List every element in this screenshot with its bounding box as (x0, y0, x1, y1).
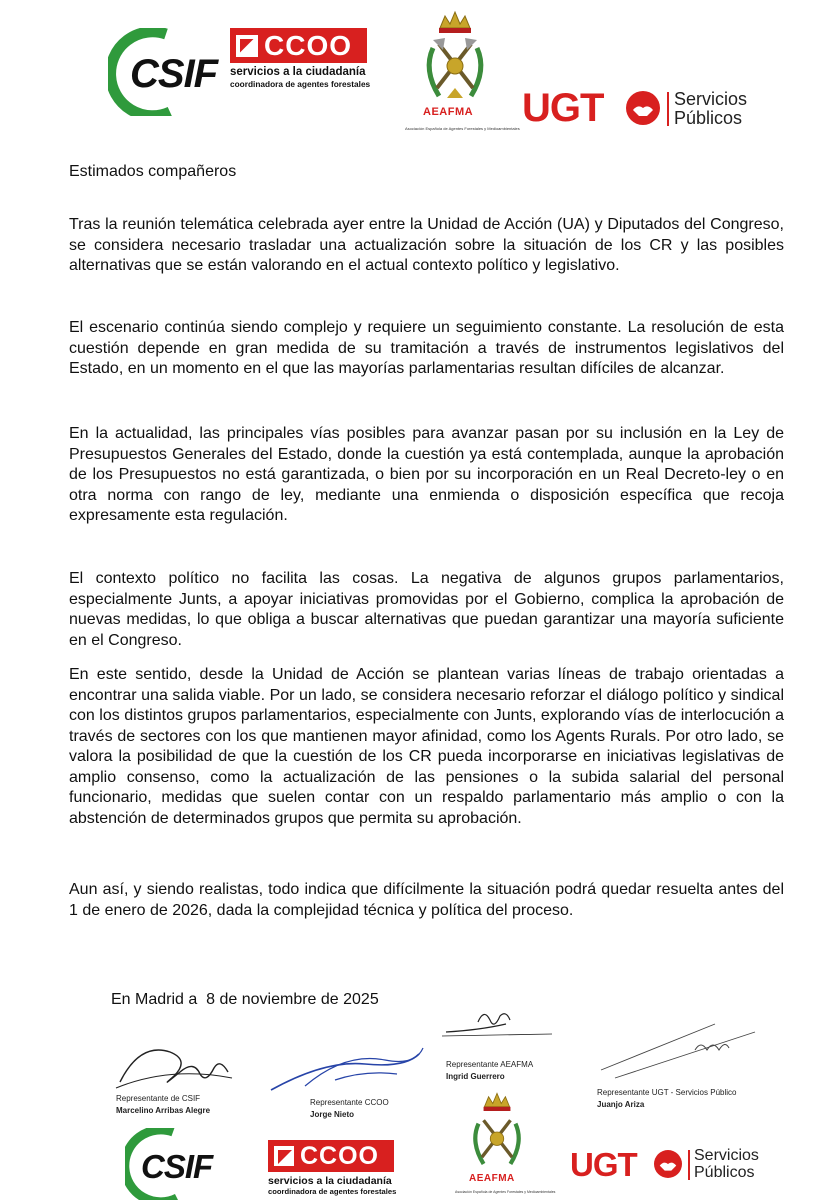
ugt-logo (522, 86, 772, 134)
ugt-handshake-icon (626, 91, 660, 125)
paragraph-6: Aun así, y siendo realistas, todo indica que difícilmente la situación podrá quedar resuelta antes del 1 de enero de 2026, dada la complejidad técnica y política del proceso. (69, 881, 784, 919)
ugt-logo-word: UGT (570, 1146, 637, 1183)
ccoo-logo-word: CCOO (264, 29, 352, 61)
ugt-public-label: Públicos (694, 1163, 755, 1181)
csif-logo-text: CSIF (130, 52, 218, 96)
signature-role: Representante AEAFMA (446, 1060, 534, 1069)
signature-ccoo (265, 1040, 430, 1120)
signature-aeafma (440, 1002, 570, 1082)
signature-csif (110, 1032, 240, 1122)
aeafma-name: AEAFMA (423, 106, 474, 118)
ccoo-subtitle: servicios a la ciudadanía (268, 1175, 392, 1187)
ccoo-subtitle-2: coordinadora de agentes forestales (268, 1187, 397, 1196)
handwritten-signature-icon (440, 1002, 570, 1058)
signature-name: Jorge Nieto (310, 1110, 355, 1119)
ccoo-logo-word: CCOO (300, 1141, 379, 1170)
csif-logo (108, 28, 218, 116)
paragraph-4: El contexto político no facilita las cosas. La negativa de algunos grupos parlamentarios, especialmente Junts, a apoyar iniciativas promovidas por el Gobierno, complica la aprobación de nuevas medidas, lo que obliga a buscar alternativas que puedan garantizar una mayoría suficiente en el Congreso. (69, 570, 784, 649)
signature-role: Representante UGT - Servicios Público (597, 1088, 737, 1097)
aeafma-subtitle: Asociación Española de Agentes Forestales y Medioambientales (455, 1190, 556, 1194)
ugt-logo-word: UGT (522, 86, 604, 130)
aeafma-emblem-icon (405, 8, 505, 108)
aeafma-name: AEAFMA (469, 1173, 515, 1184)
ugt-handshake-icon (654, 1150, 682, 1178)
ugt-services-label: Servicios (674, 89, 748, 109)
ccoo-subtitle-2: coordinadora de agentes forestales (230, 79, 371, 89)
ugt-logo-footer (570, 1146, 790, 1186)
paragraph-1: Tras la reunión telemática celebrada ayer entre la Unidad de Acción (UA) y Diputados del Congreso, se considera necesario trasladar una actualización sobre la situación de los CR y las posibles alternativas que se están valorando en el actual contexto político y legislativo. (69, 216, 784, 274)
csif-logo-footer (125, 1128, 217, 1200)
ccoo-logo (230, 28, 370, 88)
signature-role: Representante de CSIF (116, 1094, 201, 1103)
handwritten-signature-icon (110, 1032, 240, 1094)
aeafma-emblem-icon (455, 1090, 539, 1174)
signature-name: Marcelino Arribas Alegre (116, 1106, 211, 1115)
ccoo-square-icon (236, 35, 258, 57)
greeting: Estimados compañeros (69, 163, 237, 180)
signature-name: Juanjo Ariza (597, 1100, 645, 1109)
signature-ugt (595, 1020, 775, 1110)
paragraph-5: En este sentido, desde la Unidad de Acción se plantean varias líneas de trabajo orientadas a encontrar una salida viable. Por un lado, se considera necesario reforzar el diálogo político y sindical con los distintos grupos parlamentarios, especialmente con Junts, explorando vías de interlocución a través de sectores con los que mantienen mayor afinidad, como los Agents Rurals. Por otro lado, se valora la posibilidad de que la cuestión de los CR pueda incorporarse en iniciativas legislativas de amplio consenso, como la actualización de las pensiones o la subida salarial del personal funcionario, medidas que suelen contar con un respaldo parlamentario más amplio o con la abstención de determinados grupos que permita su aprobación. (69, 666, 784, 827)
csif-logo-text: CSIF (141, 1148, 213, 1185)
aeafma-logo-footer (455, 1090, 556, 1200)
handwritten-signature-icon (595, 1020, 775, 1084)
ugt-services-label: Servicios (694, 1147, 759, 1164)
date-line: En Madrid a 8 de noviembre de 2025 (111, 991, 379, 1008)
ccoo-logo-footer (268, 1140, 398, 1194)
aeafma-subtitle: Asociación Española de Agentes Forestales y Medioambientales (405, 126, 520, 131)
ugt-public-label: Públicos (674, 107, 743, 128)
paragraph-3: En la actualidad, las principales vías posibles para avanzar pasan por su inclusión en la Ley de Presupuestos Generales del Estado, donde la cuestión ya está contemplada, aunque la aprobación de los Presupuestos no está garantizada, o bien por su incorporación en un Real Decreto-ley o en otra norma con rango de ley, mediante una enmienda o disposición específica que recoja expresamente esta regulación. (69, 425, 784, 524)
handwritten-signature-icon (265, 1040, 430, 1098)
ccoo-subtitle: servicios a la ciudadanía (230, 66, 366, 78)
ccoo-square-icon (274, 1146, 294, 1166)
aeafma-logo (405, 8, 520, 132)
signature-role: Representante CCOO (310, 1098, 389, 1107)
signature-name: Ingrid Guerrero (446, 1072, 505, 1081)
paragraph-2: El escenario continúa siendo complejo y requiere un seguimiento constante. La resolución de esta cuestión depende en gran medida de su tramitación a través de instrumentos legislativos del Estado, en un momento en el que las mayorías parlamentarias resultan difíciles de alcanzar. (69, 319, 784, 377)
